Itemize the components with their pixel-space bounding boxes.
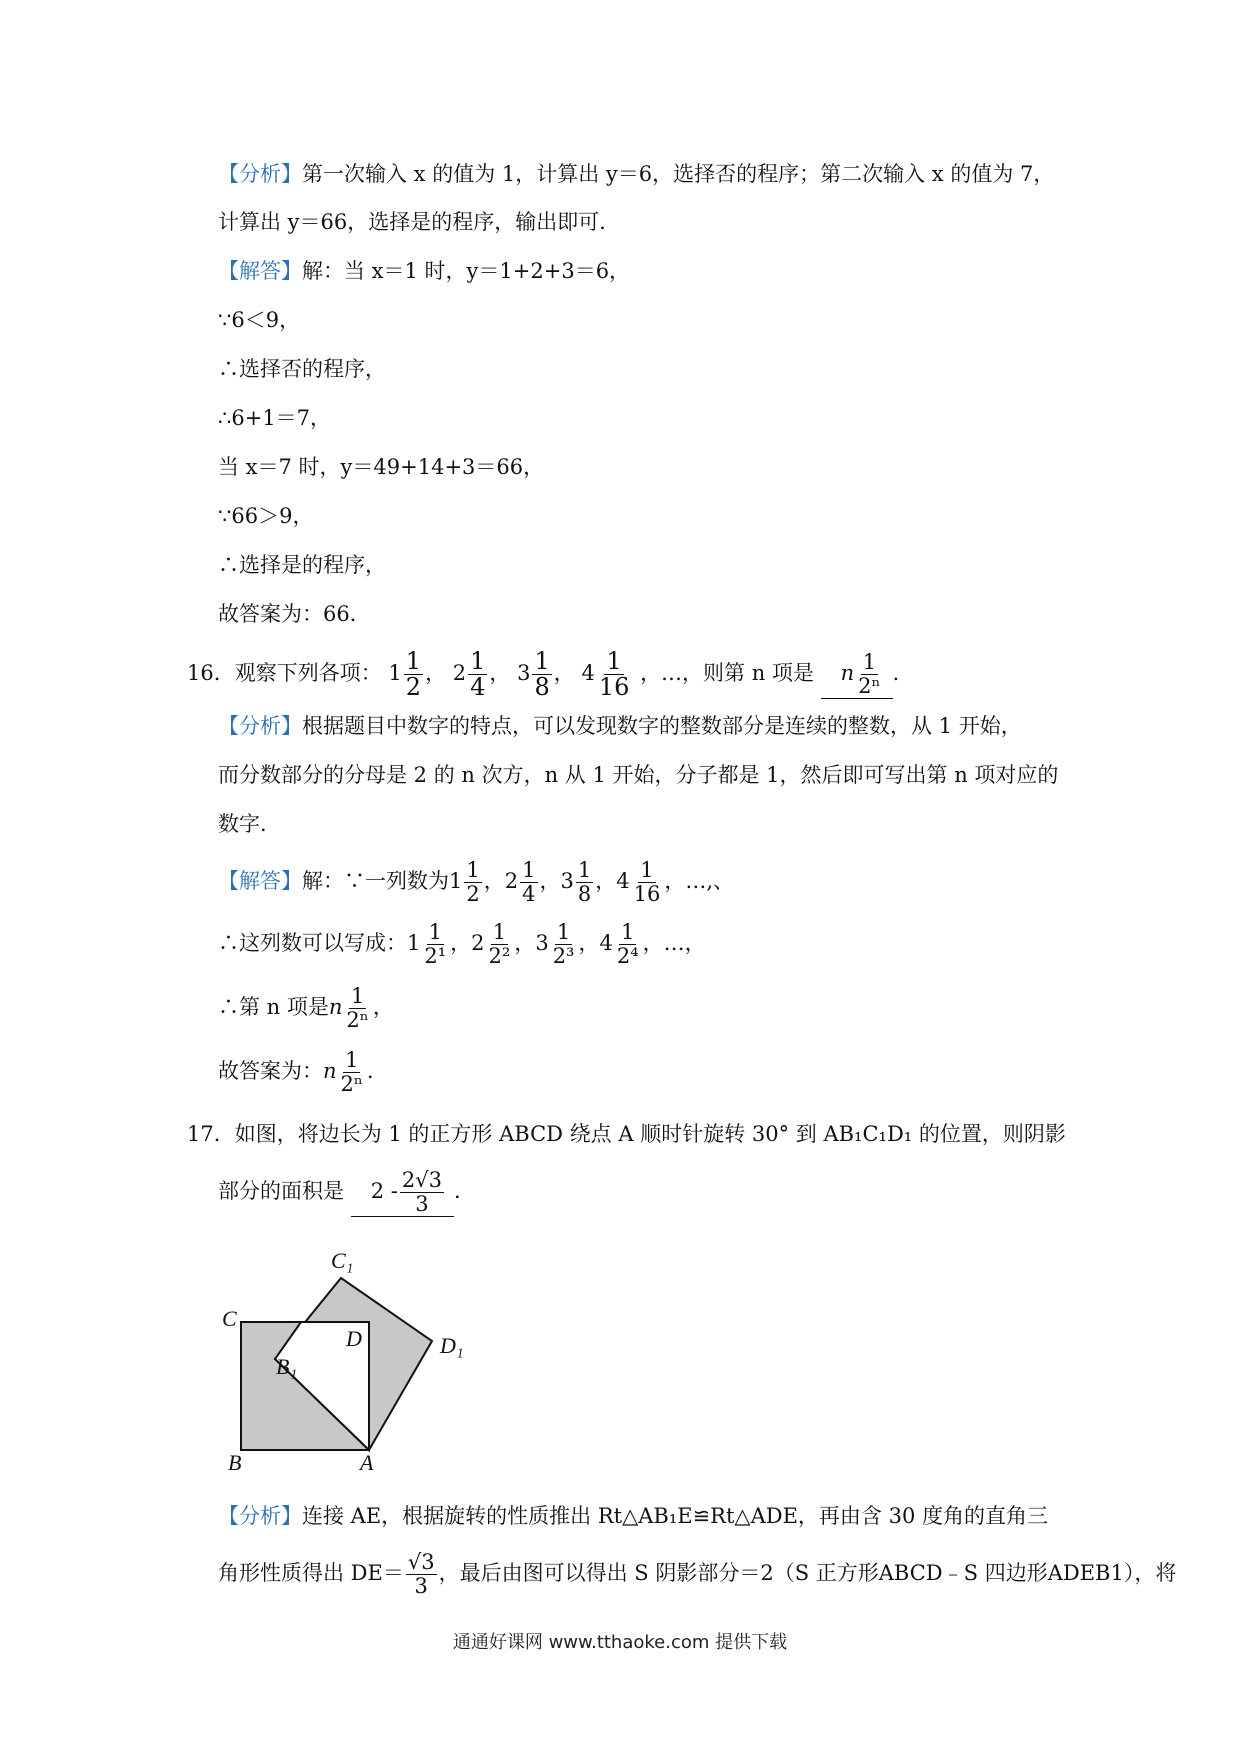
q16-analysis-line-2: 而分数部分的分母是 2 的 n 次方，n 从 1 开始，分子都是 1，然后即可写出第 n 项对应的 [218,763,1059,787]
mixed-number: 3 $\frac{1}{8}$ [517,647,550,701]
label-c: C [222,1306,237,1331]
mixed-number: 1 $\frac{1}{2}$ [449,858,480,906]
mixed-number: 2 $\frac{1}{4}$ [452,647,486,701]
analysis-text: 第一次输入 x 的值为 1，计算出 y＝6，选择否的程序；第二次输入 x 的值为 7， [302,162,1055,186]
analysis-tag: 【分析】 [218,1504,302,1528]
q16-stem: 16．观察下列各项： 1 $\frac{1}{2}$ ， 2 $\frac{1}{4}$ ， 3 $\frac{1}{8}$ ， 4 $\frac{1}{16}$ ，…，则第 n 项是 n $\frac{1}{\text{2ⁿ}}$ ． [187,647,914,701]
mixed-number: 3 $\frac{1}{\text{2³}}$ [535,920,575,968]
q15-answer-line-1 [218,255,630,287]
mixed-number: 4 $\frac{1}{\text{2⁴}}$ [599,920,639,968]
q17-stem-line-1: 17．如图，将边长为 1 的正方形 ABCD 绕点 A 顺时针旋转 30° 到 AB₁C₁D₁ 的位置，则阴影 [187,1122,1066,1146]
page-footer: 通通好课网 www.tthaoke.com 提供下载 [452,1632,788,1653]
label-b: B [228,1450,242,1475]
q16-rewrite-line: ∴这列数可以写成：1 $\frac{1}{\text{2¹}}$ ，2 $\frac{1}{\text{2²}}$ ，3 $\frac{1}{\text{2³}}$ ，4 $\frac{1}{\text{2⁴}}$ ，…， [218,920,706,968]
q15-line-2: ∵6＜9， [218,308,301,332]
label-d1: D₁ [440,1333,464,1358]
mixed-number: 1 $\frac{1}{\text{2¹}}$ [407,920,447,968]
q17-stem-line-2: 部分的面积是 2 - $\frac{2√3}{3}$ ． [218,1168,475,1216]
mixed-number: 4 $\frac{1}{16}$ [616,858,661,906]
label-c1: C₁ [331,1248,354,1273]
mixed-number: 1 $\frac{1}{2}$ [388,647,422,701]
q17-analysis-line-1: 【分析】连接 AE，根据旋转的性质推出 Rt△AB₁E≌Rt△ADE，再由含 30 度角的直角三 [218,1504,1048,1528]
answer-tag: 【解答】 [218,259,302,283]
label-b1: B₁ [276,1354,298,1379]
mixed-number: 3 $\frac{1}{8}$ [560,858,592,906]
analysis-tag: 【分析】 [218,714,302,738]
q16-number-prefix: 16．观察下列各项： [187,661,382,685]
mixed-number: 2 $\frac{1}{\text{2²}}$ [471,920,511,968]
answer-text: 解：当 x＝1 时，y＝1+2+3＝6， [302,259,631,283]
q15-line-3: ∴选择否的程序， [218,357,386,381]
label-d: D [346,1326,362,1351]
rotated-square-figure [200,1228,500,1478]
q15-line-4: ∴6+1＝7， [218,406,332,430]
answer-blank: n $\frac{1}{\text{2ⁿ}}$ [821,648,893,699]
q15-analysis-line-1 [218,158,1054,190]
answer-blank: 2 - $\frac{2√3}{3}$ [351,1166,454,1217]
q15-line-5: 当 x＝7 时，y＝49+14+3＝66， [218,455,545,479]
q16-analysis-line-3: 数字． [218,812,281,836]
q15-line-6: ∵66＞9， [218,504,314,528]
q15-analysis-line-2: 计算出 y＝66，选择是的程序，输出即可． [218,210,621,234]
q15-line-8: 故答案为：66． [218,602,371,626]
mixed-number: 2 $\frac{1}{4}$ [504,858,536,906]
answer-tag: 【解答】 [218,869,302,893]
q16-analysis-line-1: 【分析】根据题目中数字的特点，可以发现数字的整数部分是连续的整数，从 1 开始， [218,714,1022,738]
q16-answer-line-1: 【解答】解：∵一列数为1 $\frac{1}{2}$ ，2 $\frac{1}{4}$ ，3 $\frac{1}{8}$ ，4 $\frac{1}{16}$ ，…,、 [218,858,735,906]
analysis-tag: 【分析】 [218,162,302,186]
label-a: A [360,1450,374,1475]
q16-final-line: 故答案为：n $\frac{1}{\text{2ⁿ}}$ ． [218,1048,388,1096]
q17-analysis-line-2: 角形性质得出 DE＝ $\frac{√3}{3}$ ，最后由图可以得出 S 阴影部分＝2（S 正方形ABCD﹣S 四边形ADEB1），将 [218,1550,1177,1598]
mixed-number: 4 $\frac{1}{16}$ [581,647,630,701]
q16-stem-mid: ，…，则第 n 项是 [640,661,814,685]
q16-nth-line: ∴第 n 项是n $\frac{1}{\text{2ⁿ}}$ ， [218,984,394,1032]
q15-line-7: ∴选择是的程序， [218,553,386,577]
